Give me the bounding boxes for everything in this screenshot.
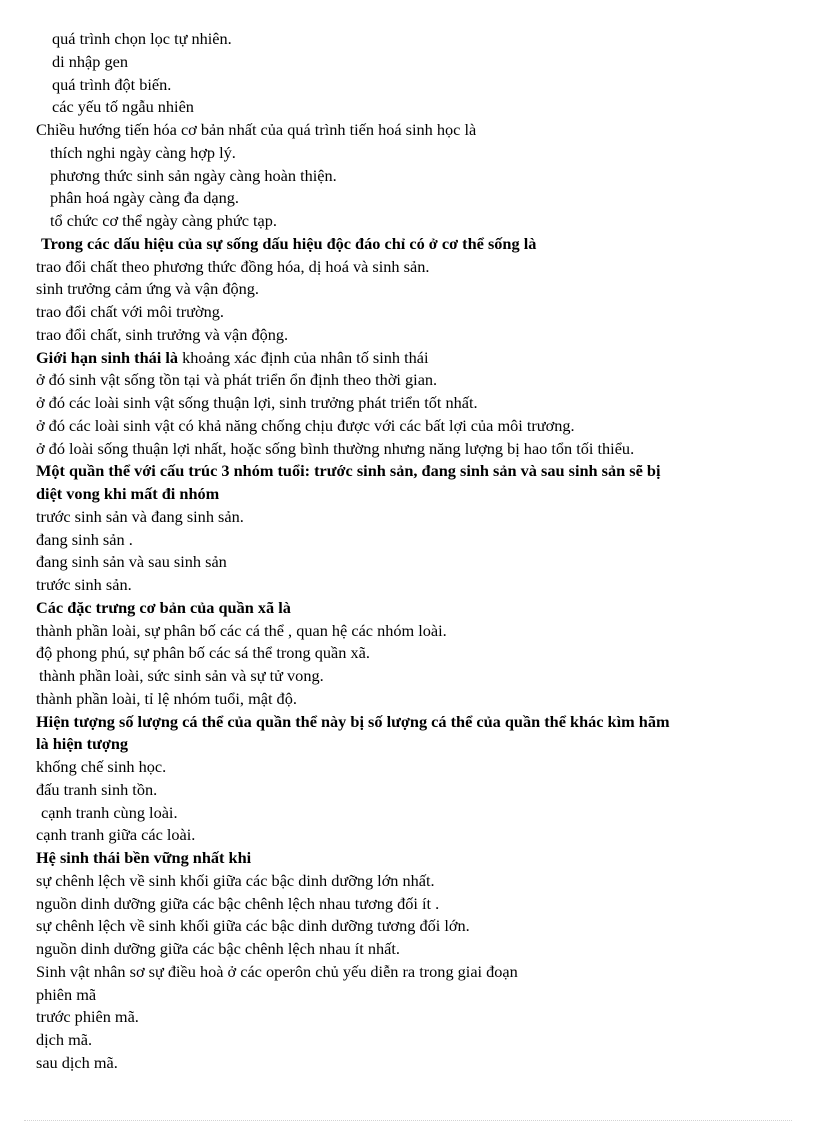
text-line xyxy=(0,1029,816,1052)
body-text: Sinh vật nhân sơ sự điều hoà ở các operôn chủ yếu diễn ra trong giai đoạn xyxy=(36,961,518,981)
text-line xyxy=(0,574,816,597)
text-line xyxy=(0,483,816,506)
body-text: ở đó sinh vật sống tồn tại và phát triển ổn định theo thời gian. xyxy=(36,370,438,390)
body-text: thành phần loài, sự phân bố các cá thể , quan hệ các nhóm loài. xyxy=(36,620,447,640)
body-text: sự chênh lệch về sinh khối giữa các bậc dinh dưỡng lớn nhất. xyxy=(36,870,435,890)
bold-text: Một quần thể với cấu trúc 3 nhóm tuổi: trước sinh sản, đang sinh sản và sau sinh sản sẽ bị xyxy=(36,461,661,481)
body-text: trao đổi chất, sinh trưởng và vận động. xyxy=(36,324,289,344)
text-line xyxy=(0,802,816,825)
body-text: đấu tranh sinh tồn. xyxy=(36,779,158,799)
body-text: trước phiên mã. xyxy=(36,1007,139,1027)
text-line xyxy=(0,779,816,802)
text-line xyxy=(0,392,816,415)
text-line xyxy=(0,187,816,210)
body-text: quá trình chọn lọc tự nhiên. xyxy=(52,29,232,48)
bold-text: Trong các dấu hiệu của sự sống dấu hiệu độc đáo chỉ có ở cơ thể sống là xyxy=(41,233,537,253)
text-line xyxy=(0,824,816,847)
text-line xyxy=(0,961,816,984)
text-line xyxy=(0,597,816,620)
body-text: trao đổi chất với môi trường. xyxy=(36,302,224,321)
body-text: trao đổi chất theo phương thức đồng hóa, dị hoá và sinh sản. xyxy=(36,256,430,276)
text-line xyxy=(0,642,816,665)
text-line xyxy=(0,210,816,233)
body-text: quá trình đột biến. xyxy=(52,74,172,94)
text-line xyxy=(0,438,816,461)
body-text: phân hoá ngày càng đa dạng. xyxy=(50,188,239,208)
body-text: trước sinh sản và đang sinh sản. xyxy=(36,506,244,526)
text-line xyxy=(0,74,816,97)
text-line xyxy=(0,324,816,347)
body-text: sinh trưởng cảm ứng và vận động. xyxy=(36,279,259,299)
body-text: di nhập gen xyxy=(52,51,128,71)
bold-text: diệt vong khi mất đi nhóm xyxy=(36,484,220,503)
body-text: dịch mã. xyxy=(36,1030,93,1049)
body-text: ở đó các loài sinh vật có khả năng chống chịu được với các bất lợi của môi trương. xyxy=(36,415,575,435)
body-text: trước sinh sản. xyxy=(36,575,132,594)
text-line xyxy=(0,415,816,438)
text-line xyxy=(0,256,816,279)
body-text: đang sinh sản và sau sinh sản xyxy=(36,552,227,572)
text-line xyxy=(0,347,816,370)
document-body xyxy=(0,28,816,1075)
page-bottom-divider xyxy=(24,1120,792,1121)
bold-text: Giới hạn sinh thái là xyxy=(36,347,179,367)
bold-text: Hệ sinh thái bền vững nhất khi xyxy=(36,848,252,867)
bold-text: là hiện tượng xyxy=(36,734,129,754)
text-line xyxy=(0,711,816,734)
text-line xyxy=(0,620,816,643)
text-line xyxy=(0,51,816,74)
body-text: sự chênh lệch về sinh khối giữa các bậc dinh dưỡng tương đối lớn. xyxy=(36,916,470,936)
body-text: cạnh tranh cùng loài. xyxy=(41,802,178,822)
body-text: các yếu tố ngẫu nhiên xyxy=(52,97,194,117)
text-line xyxy=(0,1006,816,1029)
text-line xyxy=(0,96,816,119)
text-line xyxy=(0,28,816,51)
body-text: độ phong phú, sự phân bố các sá thể trong quần xã. xyxy=(36,643,370,663)
body-text: nguồn dinh dưỡng giữa các bậc chênh lệch nhau ít nhất. xyxy=(36,939,400,958)
text-line xyxy=(0,733,816,756)
text-line xyxy=(0,506,816,529)
text-line xyxy=(0,870,816,893)
body-text: cạnh tranh giữa các loài. xyxy=(36,825,196,845)
text-line xyxy=(0,165,816,188)
text-line xyxy=(0,688,816,711)
text-line xyxy=(0,278,816,301)
bold-text: Các đặc trưng cơ bản của quần xã là xyxy=(36,597,291,617)
text-line xyxy=(0,301,816,324)
text-line xyxy=(0,233,816,256)
text-line xyxy=(0,1052,816,1075)
text-line xyxy=(0,119,816,142)
body-text: khoảng xác định của nhân tố sinh thái xyxy=(178,347,429,367)
bold-text: Hiện tượng số lượng cá thể của quần thể này bị số lượng cá thể của quần thể khác kìm hãm xyxy=(36,711,670,731)
text-line xyxy=(0,529,816,552)
body-text: thành phần loài, sức sinh sản và sự tử vong. xyxy=(39,666,324,685)
text-line xyxy=(0,915,816,938)
text-line xyxy=(0,756,816,779)
body-text: thích nghi ngày càng hợp lý. xyxy=(50,142,236,162)
text-line xyxy=(0,460,816,483)
body-text: ở đó loài sống thuận lợi nhất, hoặc sống bình thường nhưng năng lượng bị hao tổn tối thiểu. xyxy=(36,438,635,458)
text-line xyxy=(0,847,816,870)
body-text: phiên mã xyxy=(36,984,97,1004)
body-text: khống chế sinh học. xyxy=(36,757,167,776)
document-page xyxy=(0,28,816,1075)
body-text: đang sinh sản . xyxy=(36,529,133,549)
body-text: phương thức sinh sản ngày càng hoàn thiện. xyxy=(50,165,337,185)
body-text: tổ chức cơ thể ngày càng phức tạp. xyxy=(50,211,277,230)
text-line xyxy=(0,369,816,392)
body-text: nguồn dinh dưỡng giữa các bậc chênh lệch nhau tương đối ít . xyxy=(36,893,440,913)
body-text: sau dịch mã. xyxy=(36,1052,118,1072)
text-line xyxy=(0,551,816,574)
text-line xyxy=(0,984,816,1007)
body-text: Chiều hướng tiến hóa cơ bản nhất của quá trình tiến hoá sinh học là xyxy=(36,120,477,139)
body-text: thành phần loài, tỉ lệ nhóm tuổi, mật độ. xyxy=(36,688,297,708)
text-line xyxy=(0,665,816,688)
text-line xyxy=(0,938,816,961)
body-text: ở đó các loài sinh vật sống thuận lợi, sinh trưởng phát triển tốt nhất. xyxy=(36,393,478,412)
text-line xyxy=(0,893,816,916)
text-line xyxy=(0,142,816,165)
